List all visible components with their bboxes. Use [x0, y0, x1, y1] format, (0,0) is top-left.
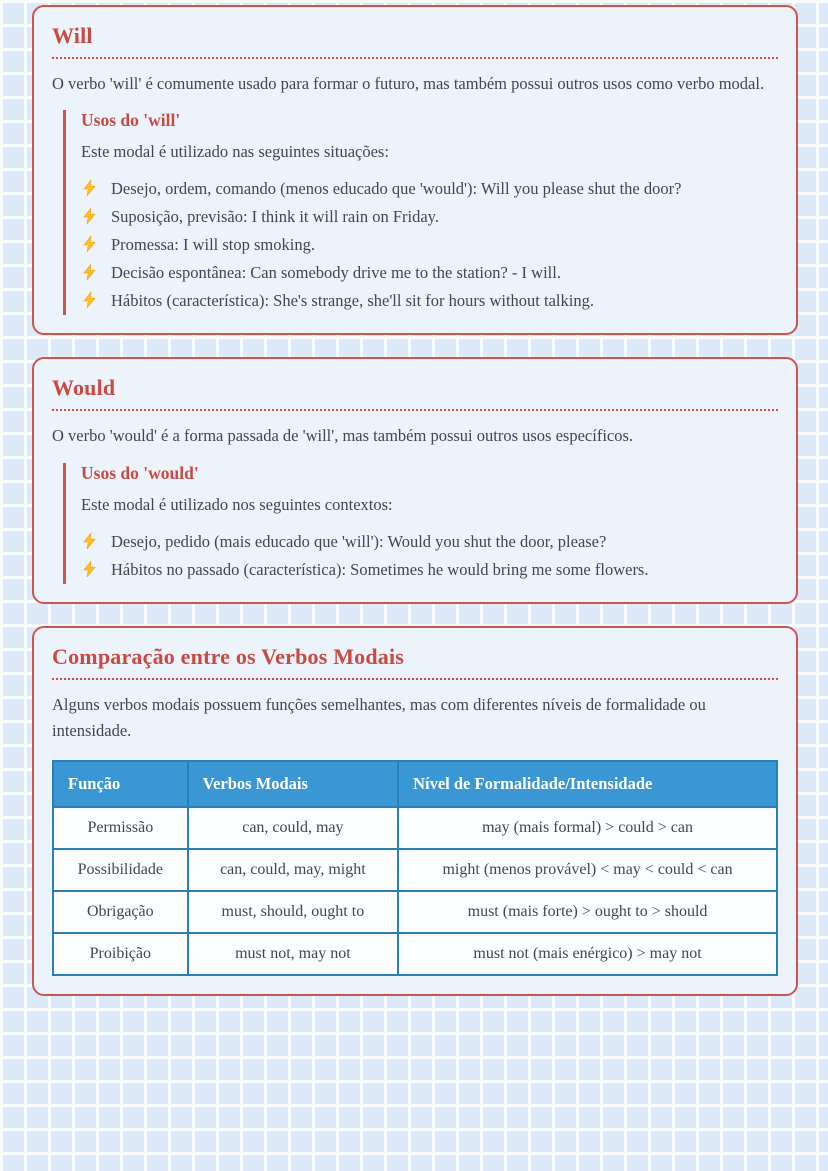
subsection-title: Usos do 'will' — [81, 110, 181, 131]
table-cell: might (menos provável) < may < could < can — [398, 849, 777, 891]
list-item-text: Hábitos (característica): She's strange, she'll sit for hours without talking. — [111, 291, 594, 311]
section-title: Would — [52, 371, 778, 411]
list-item — [83, 528, 778, 556]
subsection-lead: Este modal é utilizado nos seguintes contextos: — [81, 494, 393, 514]
table-header-cell: Função — [53, 761, 188, 807]
lightning-icon — [83, 557, 97, 577]
list-item-text: Suposição, previsão: I think it will rain on Friday. — [111, 207, 439, 227]
subsection — [63, 110, 778, 315]
section-card — [32, 357, 798, 603]
section-intro: O verbo 'would' é a forma passada de 'will', mas também possui outros usos específicos. — [52, 426, 634, 446]
list-item-text: Hábitos no passado (característica): Sometimes he would bring me some flowers. — [111, 559, 649, 579]
usage-list — [81, 528, 778, 584]
lightning-icon — [83, 176, 97, 196]
list-item-text: Desejo, pedido (mais educado que 'will'): Would you shut the door, please? — [111, 531, 607, 551]
list-item-text: Desejo, ordem, comando (menos educado que 'would'): Will you please shut the door? — [111, 179, 682, 199]
lightning-icon — [83, 232, 97, 252]
comparison-table — [52, 760, 778, 976]
table-cell: Proibição — [53, 933, 188, 975]
table-row — [53, 891, 777, 933]
table-header-cell: Verbos Modais — [188, 761, 398, 807]
table-cell: can, could, may — [188, 807, 398, 849]
table-cell: must (mais forte) > ought to > should — [398, 891, 777, 933]
table-row — [53, 807, 777, 849]
section-intro: O verbo 'will' é comumente usado para formar o futuro, mas também possui outros usos como verbo modal. — [52, 74, 765, 93]
subsection-lead: Este modal é utilizado nas seguintes situações: — [81, 142, 389, 162]
subsection — [63, 463, 778, 584]
table-header-cell: Nível de Formalidade/Intensidade — [398, 761, 777, 807]
table-row — [53, 933, 777, 975]
list-item — [83, 556, 778, 584]
table-cell: may (mais formal) > could > can — [398, 807, 777, 849]
table-cell: must, should, ought to — [188, 891, 398, 933]
list-item-text: Decisão espontânea: Can somebody drive me to the station? - I will. — [111, 263, 561, 283]
lightning-icon — [83, 529, 97, 549]
section-card — [32, 626, 798, 996]
table-cell: Obrigação — [53, 891, 188, 933]
list-item — [83, 231, 778, 259]
list-item — [83, 175, 778, 203]
section-title: Comparação entre os Verbos Modais — [52, 640, 778, 680]
lightning-icon — [83, 288, 97, 308]
usage-list — [81, 175, 778, 315]
table-header-row — [53, 761, 777, 807]
lightning-icon — [83, 260, 97, 280]
table-cell: Permissão — [53, 807, 188, 849]
section-title: Will — [52, 19, 778, 59]
list-item — [83, 259, 778, 287]
list-item — [83, 203, 778, 231]
subsection-title: Usos do 'would' — [81, 462, 199, 483]
table-cell: can, could, may, might — [188, 849, 398, 891]
list-item — [83, 287, 778, 315]
section-intro: Alguns verbos modais possuem funções semelhantes, mas com diferentes níveis de formalidade ou intensidade. — [52, 694, 706, 741]
lightning-icon — [83, 204, 97, 224]
table-cell: Possibilidade — [53, 849, 188, 891]
table-cell: must not (mais enérgico) > may not — [398, 933, 777, 975]
table-row — [53, 849, 777, 891]
list-item-text: Promessa: I will stop smoking. — [111, 235, 315, 255]
table-cell: must not, may not — [188, 933, 398, 975]
section-card — [32, 5, 798, 335]
